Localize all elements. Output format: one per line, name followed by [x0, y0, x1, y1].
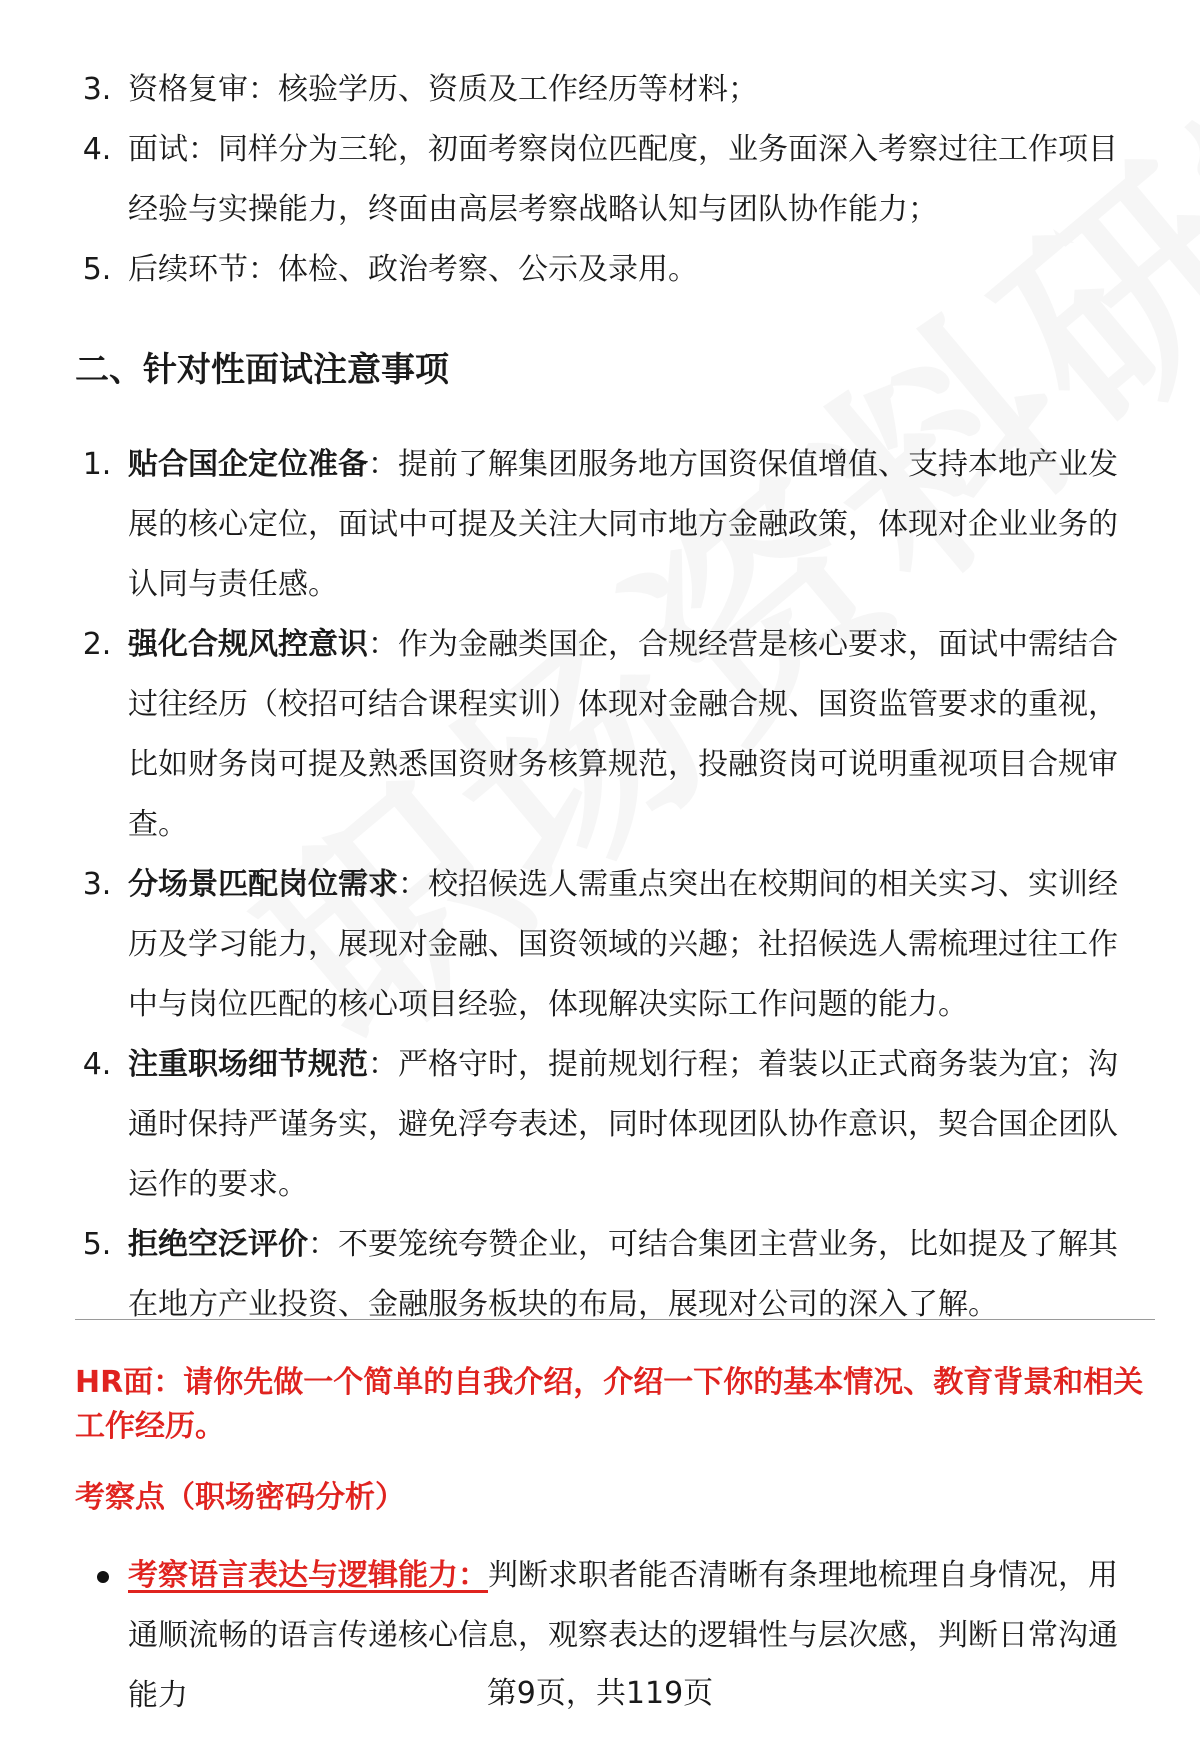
hr-question: HR面：请你先做一个简单的自我介绍，介绍一下你的基本情况、教育背景和相关工作经历。	[75, 1365, 1144, 1444]
exam-text: 判断求职者能否清晰有条理地梳理自身情况，用通顺流畅的语言传递核心信息，观察表达的逻辑性与层次感，判断日常沟通能力	[128, 1558, 1118, 1713]
list-number: 2.	[82, 627, 112, 662]
list-text: 面试：同样分为三轮，初面考察岗位匹配度，业务面深入考察过往工作项目经验与实操能力，终面由高层考察战略认知与团队协作能力；	[128, 132, 1118, 227]
list-number: 3.	[82, 867, 112, 902]
list-item	[0, 1215, 1200, 1335]
exam-keyword: 考察语言表达与逻辑能力：	[128, 1558, 488, 1593]
note-text: ：提前了解集团服务地方国资保值增值、支持本地产业发展的核心定位，面试中可提及关注大同市地方金融政策，体现对企业业务的认同与责任感。	[128, 447, 1118, 602]
note-title: 拒绝空泛评价	[128, 1227, 308, 1262]
list-item	[0, 855, 1200, 1035]
list-number: 4.	[82, 1047, 112, 1082]
list-number: 3.	[82, 72, 112, 107]
note-text: ：不要笼统夸赞企业，可结合集团主营业务，比如提及了解其在地方产业投资、金融服务板块的布局，展现对公司的深入了解。	[128, 1227, 1118, 1322]
list-number: 5.	[82, 1227, 112, 1262]
interview-notes-list	[0, 435, 1200, 1335]
note-text: ：作为金融类国企，合规经营是核心要求，面试中需结合过往经历（校招可结合课程实训）体现对金融合规、国资监管要求的重视，比如财务岗可提及熟悉国资财务核算规范，投融资岗可说明重视项目合规审查。	[128, 627, 1118, 842]
note-title: 注重职场细节规范	[128, 1047, 368, 1082]
list-number: 5.	[82, 252, 112, 287]
list-item	[0, 60, 1200, 120]
list-number: 4.	[82, 132, 112, 167]
bullet-dot-icon	[97, 1571, 109, 1583]
section-divider	[75, 1319, 1155, 1320]
note-text: ：校招候选人需重点突出在校期间的相关实习、实训经历及学习能力，展现对金融、国资领域的兴趣；社招候选人需梳理过往工作中与岗位匹配的核心项目经验，体现解决实际工作问题的能力。	[128, 867, 1118, 1022]
note-title: 强化合规风控意识	[128, 627, 368, 662]
list-item	[0, 615, 1200, 855]
exam-point-heading: 考察点（职场密码分析）	[75, 1480, 405, 1515]
list-item	[0, 1035, 1200, 1215]
list-item	[0, 240, 1200, 300]
note-title: 贴合国企定位准备	[128, 447, 368, 482]
section-heading: 二、针对性面试注意事项	[75, 350, 449, 390]
list-text: 资格复审：核验学历、资质及工作经历等材料；	[128, 72, 758, 107]
list-item	[0, 120, 1200, 240]
page-number: 第9页，共119页	[486, 1676, 714, 1711]
note-text: ：严格守时，提前规划行程；着装以正式商务装为宜；沟通时保持严谨务实，避免浮夸表述，同时体现团队协作意识，契合国企团队运作的要求。	[128, 1047, 1118, 1202]
process-steps-list	[0, 60, 1200, 300]
note-title: 分场景匹配岗位需求	[128, 867, 398, 902]
list-number: 1.	[82, 447, 112, 482]
list-text: 后续环节：体检、政治考察、公示及录用。	[128, 252, 698, 287]
list-item	[0, 435, 1200, 615]
